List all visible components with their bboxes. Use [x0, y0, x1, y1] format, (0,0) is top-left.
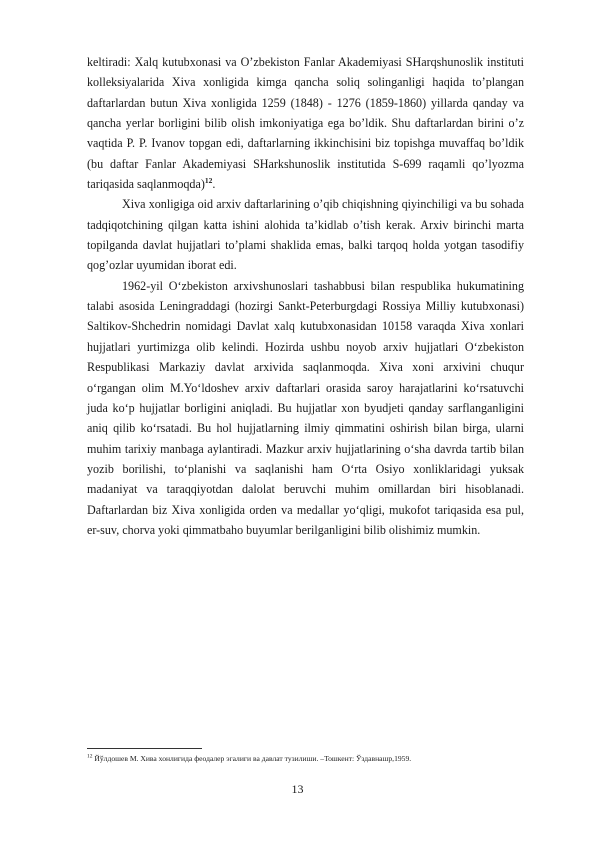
footnote-divider	[87, 748, 202, 749]
footnote-text: Йўлдошев М. Хива хонлигида феодалер эгалиги ва давлат тузилиши. –Тошкент: Ўздавнашр,1959.	[92, 754, 412, 763]
paragraph-2: Xiva xonligiga oid arxiv daftarlarining o’qib chiqishning qiyinchiligi va bu sohada tadqiqotchining qilgan katta ishini alohida ta’kidlab o’tish kerak. Arxiv birinchi marta topilganda davlat hujjatlari to’plami shaklida emas, balki tarqoq holda yotgan tasodifiy qog’ozlar uyumidan iborat edi.	[87, 197, 524, 273]
paragraph-1-tail: .	[212, 177, 216, 192]
footnote-number: 12	[87, 753, 93, 760]
paragraph-3: 1962-yil O‘zbekiston arxivshunoslari tashabbusi bilan respublika hukumatining talabi asosida Leningraddagi (hozirgi Sankt-Peterburgdagi Rossiya Milliy kutubxonasi) Saltikov-Shchedrin nomidagi Davlat xalq kutubxonasidan 10158 varaqda Xiva xonlari hujjatlari yurtimizga olib kelindi. Hozirda ushbu noyob arxiv hujjatlari O‘zbekiston Respublikasi Markaziy davlat arxivida saqlanmoqda. Xiva xoni arxivini chuqur o‘rgangan olim M.Yo‘ldoshev arxiv daftarlari orasida saroy harajatlarini ko‘rsatuvchi juda ko‘p hujjatlar borligini aniqladi. Bu hujjatlar xon byudjeti qanday sarflanganligini aniq qilib ko‘rsatadi. Bu hol hujjatlarning ilmiy qimmatini oshirish bilan birga, ularni muhim tarixiy manbaga aylantiradi. Mazkur arxiv hujjatlarining o‘sha davrda tartib bilan yozib borilishi, to‘planishi va saqlanishi ham O‘rta Osiyo xonliklaridagi yuksak madaniyat va taraqqiyotdan dalolat beruvchi muhim omillardan biri hisoblanadi. Daftarlardan biz Xiva xonligida orden va medallar yo‘qligi, mukofot tariqasida esa pul, er-suv, chorva yoki qimmatbaho buyumlar berilganligini bilib olishimiz mumkin.	[87, 278, 524, 537]
page-number: 13	[291, 782, 304, 796]
footnote-reference[interactable]: 12	[204, 176, 213, 186]
paragraph-1	[87, 52, 524, 194]
footnote	[87, 754, 527, 764]
paragraph-1-text: keltiradi: Xalq kutubxonasi va O’zbekiston Fanlar Akademiyasi SHarqshunoslik instituti kolleksiyalarida Xiva xonligida kimga qancha soliq solinganligi haqida to’plangan daftarlardan butun Xiva xonligida 1259 (1848) - 1276 (1859-1860) yillarda qanday va qancha yerlar borligini bilib olish imkoniyatiga ega bo’ldik. Shu daftarlardan birini o’z vaqtida P. P. Ivanov topgan edi, daftarlarning ikkinchisini biz topishga muvaffaq bo’ldik (bu daftar Fanlar Akademiyasi SHarkshunoslik institutida S-699 raqamli qo’lyozma tariqasida saqlanmoqda)	[87, 55, 524, 192]
body-text	[87, 52, 524, 540]
